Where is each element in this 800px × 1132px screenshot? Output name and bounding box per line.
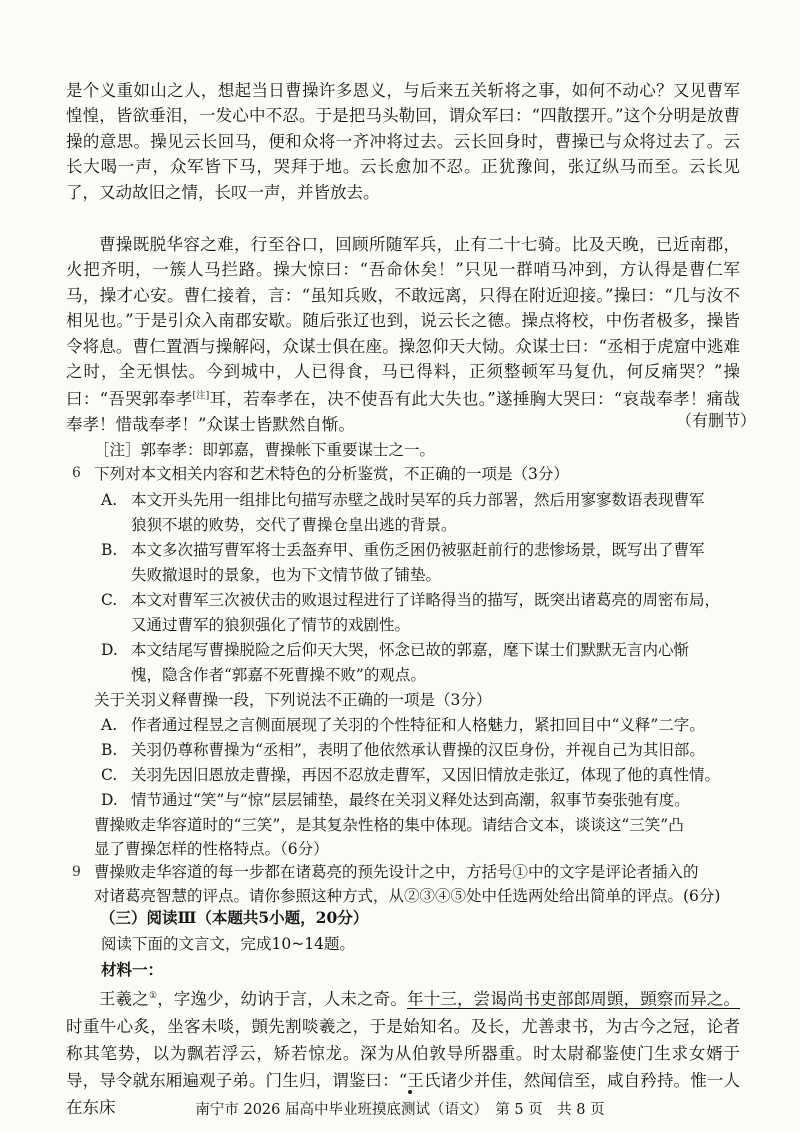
question-6-number: 6	[72, 465, 81, 481]
option-label: A.	[101, 491, 118, 509]
passage-paragraph-2	[66, 232, 740, 438]
option-label: A.	[101, 716, 118, 734]
option-label: D.	[101, 641, 118, 659]
footnote: ［注］郭奉孝：即郭嘉，曹操帐下重要谋士之一。	[94, 441, 436, 459]
page-dot	[408, 1090, 412, 1094]
question-7-stem: 关于关羽义释曹操一段，下列说法不正确的一项是（3分）	[94, 691, 492, 709]
question-8-line-1: 曹操败走华容道时的“三笑”，是其复杂性格的集中体现。请结合文本，谈谈这“三笑”凸	[94, 816, 684, 834]
question-7-option-d	[101, 788, 749, 813]
option-text-continued: 失败撤退时的景象，也为下文情节做了铺垫。	[131, 565, 442, 584]
option-text: 关羽仍尊称曹操为“丞相”，表明了他依然承认曹操的汉臣身份，并视自己为其旧部。	[131, 741, 705, 759]
option-text-continued: 愧，隐含作者“郭嘉不死曹操不败”的观点。	[131, 665, 426, 684]
option-label: C.	[101, 766, 118, 784]
option-text-continued: 又通过曹军的狼狈强化了情节的戏剧性。	[131, 615, 411, 634]
section-3-instruction: 阅读下面的文言文，完成10~14题。	[101, 935, 355, 953]
question-8-line-2: 显了曹操怎样的性格特点。（6分）	[94, 840, 329, 858]
option-label: B.	[101, 541, 118, 559]
question-7-option-c	[101, 763, 749, 788]
material-1-label: 材料一：	[101, 960, 164, 979]
question-7-option-a	[101, 713, 749, 738]
option-text: 情节通过“笑”与“惊”层层铺垫，最终在关羽义释处达到高潮，叙事节奏张弛有度。	[131, 791, 690, 809]
option-text: 关羽先因旧恩放走曹操，再因不忍放走曹军，又因旧情放走张辽，体现了他的真性情。	[131, 766, 721, 784]
option-text: 本文结尾写曹操脱险之后仰天大哭，怀念已故的郭嘉，麾下谋士们默默无言内心惭	[131, 641, 690, 659]
passage-paragraph-2-text-a: 曹操既脱华容之难，行至谷口，回顾所随军兵，止有二十七骑。比及天晚，已近南郡，火把齐明，一簇人马拦路。操大惊曰：“吾命休矣！”只见一群哨马冲到，方认得是曹仁军马，操才心安。曹仁接着，言：“虽知兵败，不敢远离，只得在附近迎接。”操曰：“几与汝不相见也。”于是引众入南郡安歇。随后张辽也到，说云长之德。操点将校，中伤者极多，操皆令将息。曹仁置酒与操解闷，众谋士俱在座。操忽仰天大恸。众谋士曰：“丞相于虎窟中逃难之时，全无惧怯。今到城中，人已得食，马已得料，正须整顿军马复仇，何反痛哭？”操曰：“吾哭郭奉孝	[66, 235, 740, 409]
question-6-option-d	[101, 638, 749, 687]
option-text-continued: 狼狈不堪的败势，交代了曹操仓皇出逃的背景。	[131, 515, 457, 534]
option-text: 本文开头先用一组排比句描写赤壁之战时吴军的兵力部署，然后用寥寥数语表现曹军	[131, 491, 705, 509]
option-text: 本文多次描写曹军将士丢盔弃甲、重伤乏困仍被驱赶前行的悲惨场景，既写出了曹军	[131, 541, 705, 559]
question-6-option-b	[101, 538, 749, 587]
page-footer: 南宁市 2026 届高中毕业班摸底测试（语文） 第 5 页 共 8 页	[195, 1102, 605, 1118]
passage-paragraph-2-text-b: 耳，若奉孝在，决不使吾有此大失也。”遂捶胸大哭曰：“哀哉奉孝！痛哉奉孝！惜哉奉孝！”众谋士皆默然自惭。	[66, 389, 740, 435]
question-9-line-1: 曹操败走华容道的每一步都在诸葛亮的预先设计之中，方括号①中的文字是评论者插入的	[94, 863, 699, 881]
question-9-number: 9	[72, 864, 81, 880]
question-6-stem: 下列对本文相关内容和艺术特色的分析鉴赏，不正确的一项是（3分）	[94, 465, 569, 483]
source-note: （有删节）	[675, 411, 756, 430]
option-text: 本文对曹军三次被伏击的败退过程进行了详略得当的描写，既突出诸葛亮的周密布局，	[131, 591, 721, 609]
question-7-option-b	[101, 738, 749, 763]
classical-text-c: 时重牛心炙，坐客未啖，顗先割啖羲之，于是始知名。及长，尤善隶书，为古今之冠，论者称其笔势，以为飘若浮云，矫若惊龙。深为从伯敦导所器重。时太尉郗鉴使门生求女婿于导，导令就东厢遍观子弟。门生归，谓鉴曰：“王氏诸少并佳，然闻信至，咸自矜持。惟一人在东床	[66, 1016, 740, 1117]
option-label: D.	[101, 791, 118, 809]
question-6-option-c	[101, 588, 749, 637]
passage-paragraph-1: 是个义重如山之人，想起当日曹操许多恩义，与后来五关斩将之事，如何不动心？又见曹军惶惶，皆欲垂泪，一发心中不忍。于是把马头勒回，谓众军曰：“四散摆开。”这个分明是放曹操的意思。操见云长回马，便和众将一齐冲将过去。云长回身时，曹操已与众将过去了。云长大喝一声，众军皆下马，哭拜于地。云长愈加不忍。正犹豫间，张辽纵马而至。云长见了，又动故旧之情，长叹一声，并皆放去。	[66, 81, 740, 202]
question-9-line-2: 对诸葛亮智慧的评点。请你参照这种方式，从②③④⑤处中任选两处给出简单的评点。(6分)	[94, 887, 721, 905]
classical-text-a: 王羲之	[99, 989, 149, 1009]
note-marker: [注]	[192, 391, 210, 402]
underlined-sentence: 年十三，尝谒尚书吏部郎周顗，顗察而异之。	[407, 989, 741, 1009]
classical-text-b: ，字逸少，幼讷于言，人未之奇。	[157, 989, 408, 1009]
option-label: C.	[101, 591, 118, 609]
option-label: B.	[101, 741, 118, 759]
section-3-title: （三）阅读Ⅲ（本题共5小题，20分）	[100, 908, 369, 927]
option-text: 作者通过程昱之言侧面展现了关羽的个性特征和人格魅力，紧扣回目中“义释”二字。	[131, 716, 705, 734]
question-6-option-a	[101, 488, 749, 537]
classical-note-marker: ①	[148, 991, 158, 1001]
